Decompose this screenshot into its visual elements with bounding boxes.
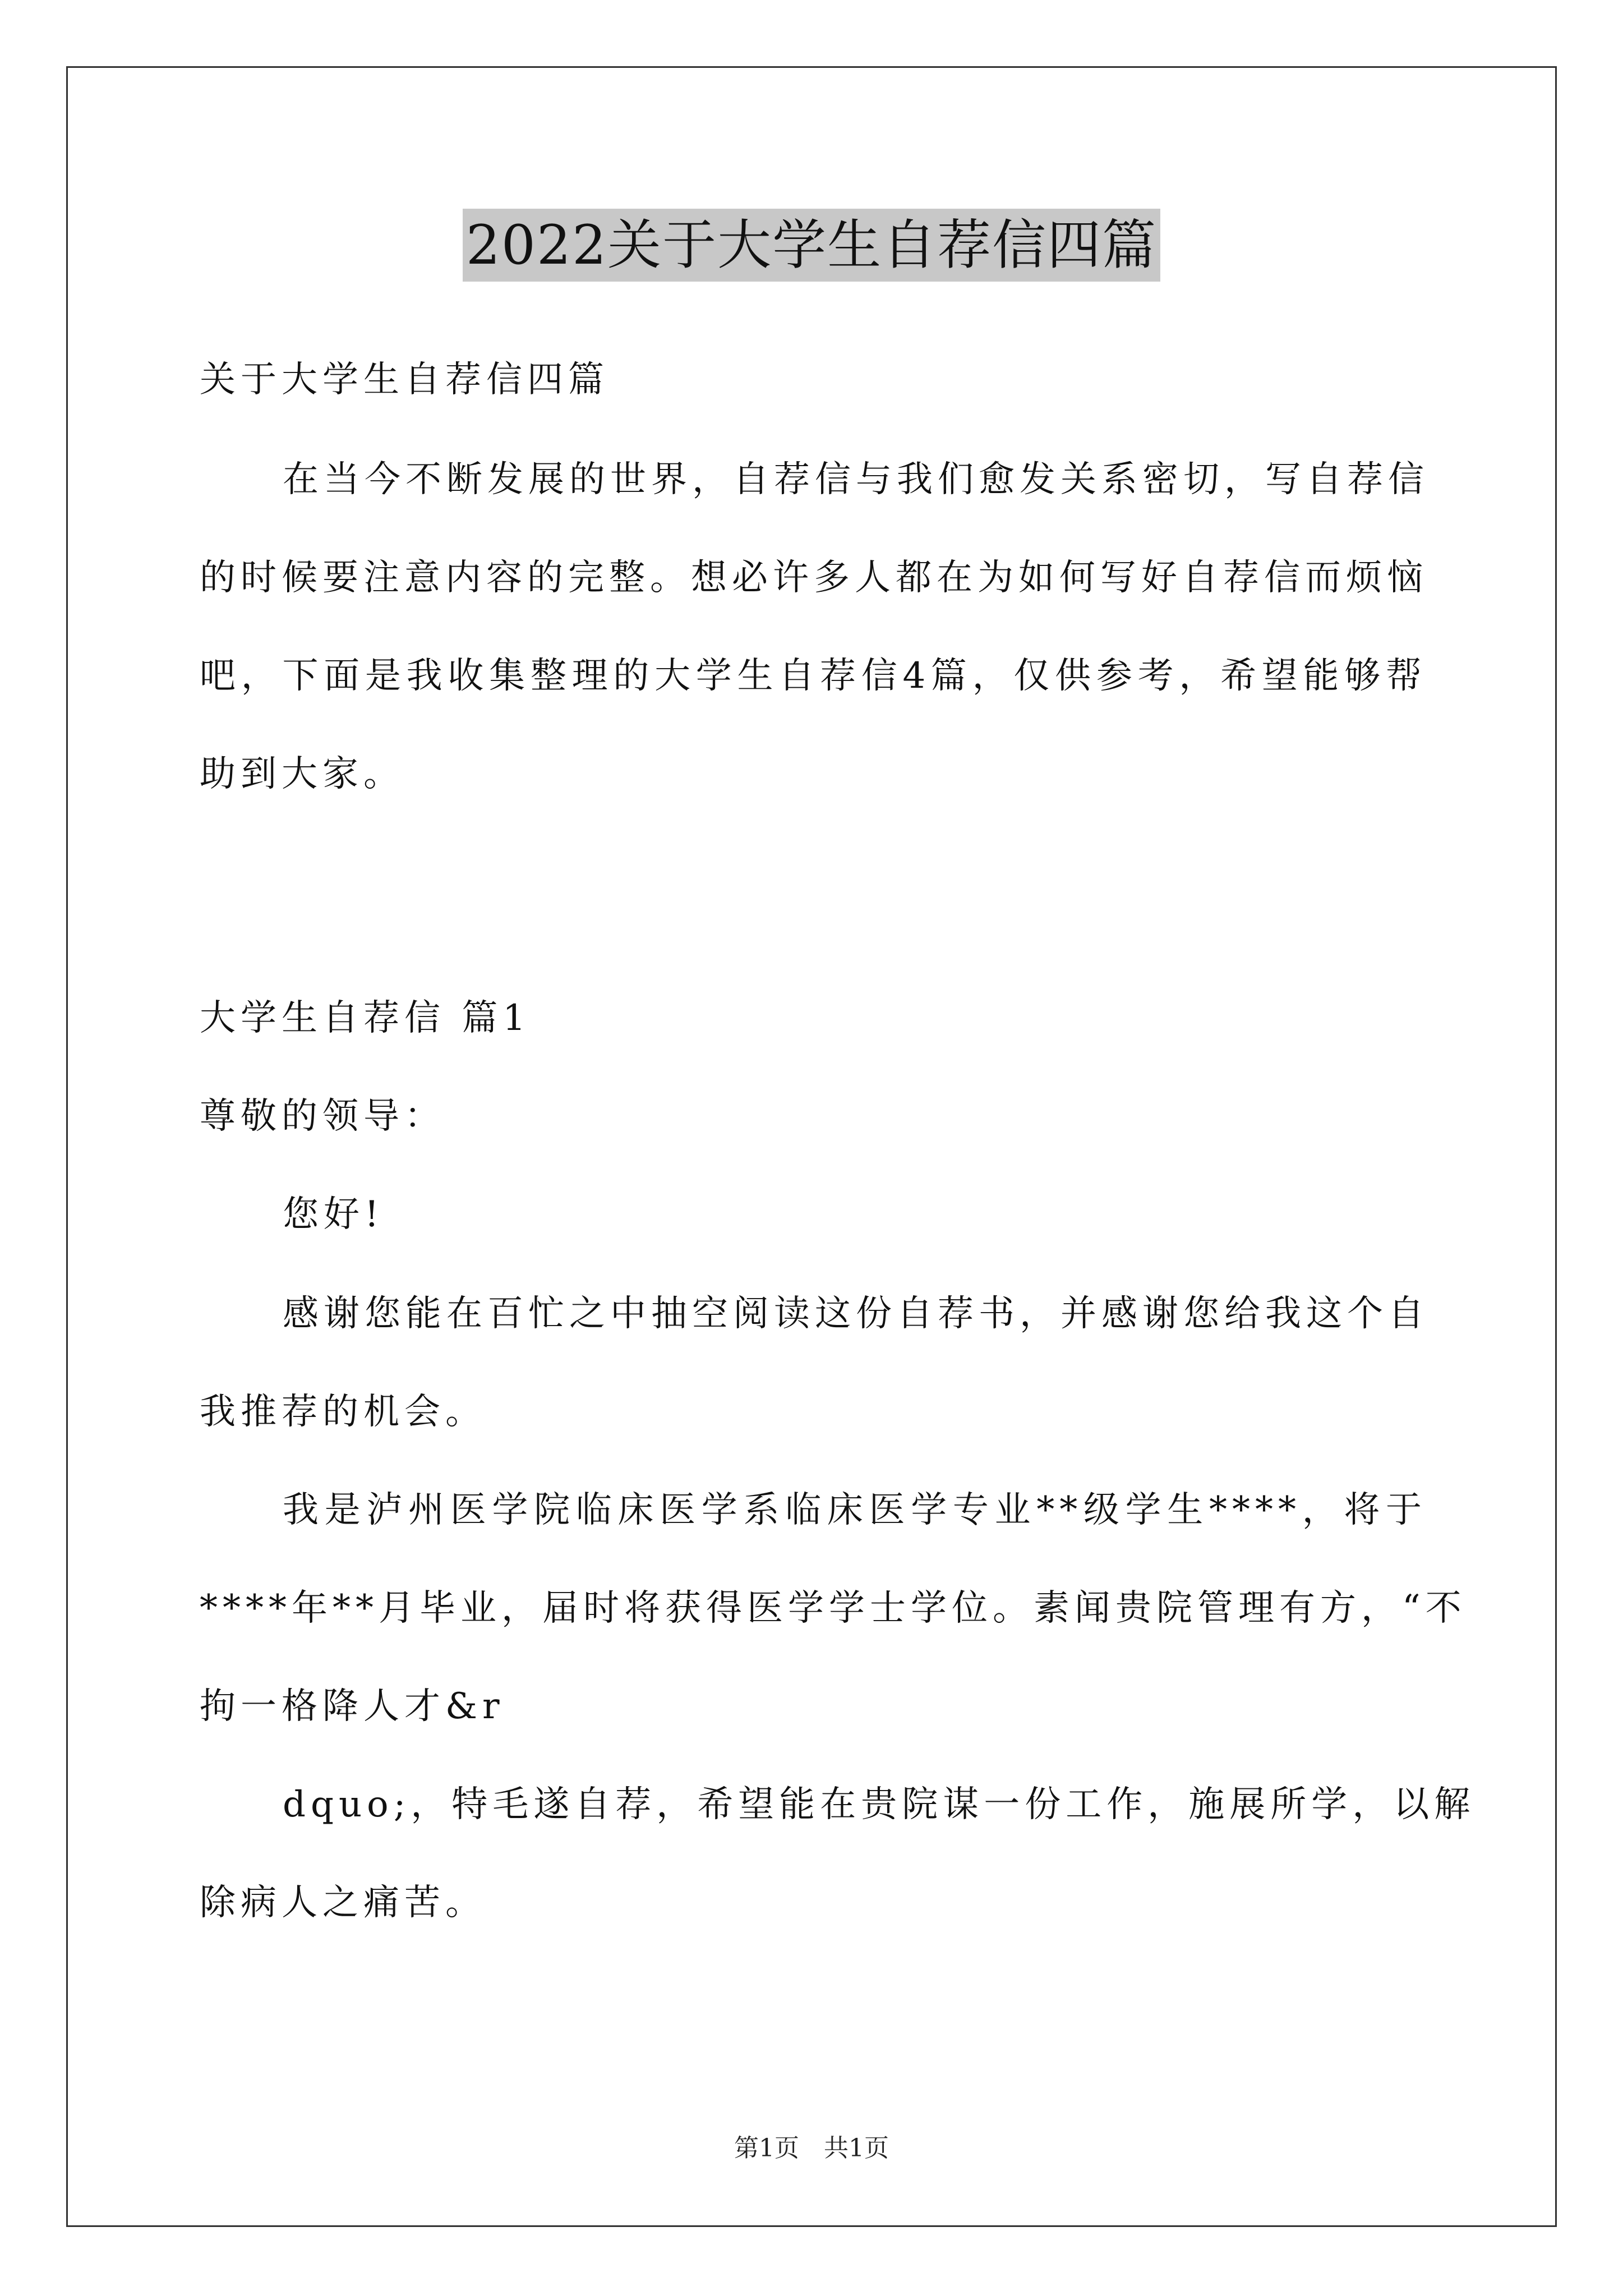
- page-total: 共1页: [824, 2134, 889, 2162]
- paragraph-line: 在当今不断发展的世界，自荐信与我们愈发关系密切，写自荐信: [283, 459, 1429, 500]
- paragraph-line: 拘一格降人才&r: [200, 1686, 505, 1727]
- paragraph-line: 我是泸州医学院临床医学系临床医学专业**级学生****，将于: [283, 1489, 1427, 1531]
- paragraph-line: 助到大家。: [200, 753, 404, 795]
- document-title: 2022关于大学生自荐信四篇: [463, 209, 1160, 282]
- salutation-line: 尊敬的领导：: [200, 1096, 445, 1137]
- paragraph-line: 吧，下面是我收集整理的大学生自荐信4篇，仅供参考，希望能够帮: [200, 655, 1427, 697]
- page-number: 第1页: [734, 2134, 799, 2162]
- paragraph-line: 除病人之痛苦。: [200, 1882, 486, 1924]
- paragraph-line: 的时候要注意内容的完整。想必许多人都在为如何写好自荐信而烦恼: [200, 557, 1428, 599]
- subtitle-line: 关于大学生自荐信四篇: [200, 359, 609, 401]
- paragraph-line: ****年**月毕业，届时将获得医学学士学位。素闻贵院管理有方，“不: [200, 1588, 1467, 1629]
- section-heading: 大学生自荐信 篇1: [200, 997, 531, 1039]
- title-wrap: [0, 209, 1623, 282]
- page-footer: [0, 2132, 1623, 2165]
- paragraph-line: 感谢您能在百忙之中抽空阅读这份自荐书，并感谢您给我这个自: [283, 1293, 1429, 1335]
- paragraph-line: 我推荐的机会。: [200, 1391, 486, 1433]
- greeting-line: 您好!: [283, 1194, 384, 1235]
- paragraph-line: dquo;，特毛遂自荐，希望能在贵院谋一份工作，施展所学，以解: [283, 1784, 1476, 1825]
